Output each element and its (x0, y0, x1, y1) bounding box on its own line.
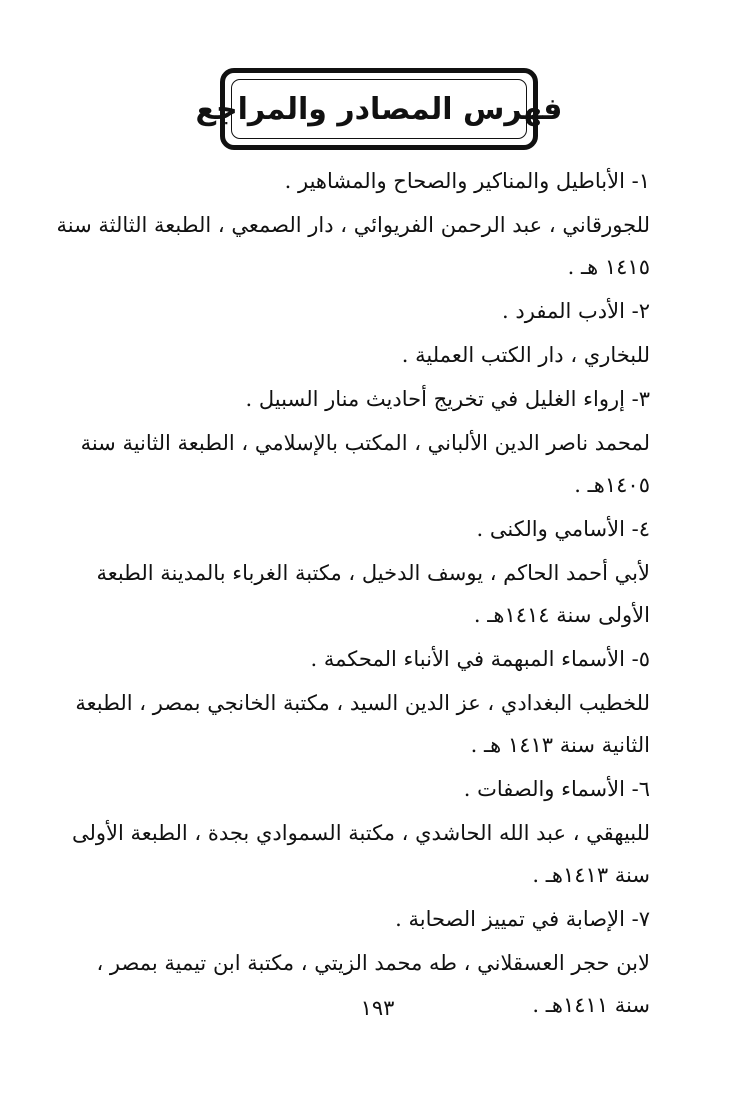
reference-entry-3 (80, 378, 650, 506)
entry-detail-line: للبخاري ، دار الكتب العملية . (401, 343, 650, 367)
entry-heading: ٧- الإصابة في تمييز الصحابة . (395, 907, 650, 931)
reference-entry-4 (96, 508, 650, 636)
reference-entry-6 (72, 768, 650, 896)
page-number: ١٩٣ (360, 996, 395, 1020)
reference-entry-1 (56, 160, 650, 288)
entry-detail-line: ١٤٠٥هـ . (574, 473, 650, 497)
entry-heading: ٥- الأسماء المبهمة في الأنباء المحكمة . (310, 647, 650, 671)
entry-heading: ٢- الأدب المفرد . (502, 299, 650, 323)
entry-detail-line: الأولى سنة ١٤١٤هـ . (473, 603, 650, 627)
entry-detail-line: ١٤١٥ هـ . (567, 255, 650, 279)
entry-detail-line: لأبي أحمد الحاكم ، يوسف الدخيل ، مكتبة الغرباء بالمدينة الطبعة (96, 561, 650, 585)
title-inner-frame (195, 79, 563, 139)
entry-heading: ٤- الأسامي والكنى . (476, 517, 650, 541)
entry-details (56, 202, 650, 288)
entry-heading: ١- الأباطيل والمناكير والصحاح والمشاهير . (284, 169, 650, 193)
entry-detail-line: للخطيب البغدادي ، عز الدين السيد ، مكتبة الخانجي بمصر ، الطبعة (75, 691, 650, 715)
entry-detail-line: لمحمد ناصر الدين الألباني ، المكتب بالإسلامي ، الطبعة الثانية سنة (80, 431, 650, 455)
reference-entry-2 (100, 290, 650, 376)
page-title: فهرس المصادر والمراجع (195, 91, 563, 127)
entry-detail-line: للبيهقي ، عبد الله الحاشدي ، مكتبة السموادي بجدة ، الطبعة الأولى (72, 821, 650, 845)
entry-detail-line: لابن حجر العسقلاني ، طه محمد الزيتي ، مكتبة ابن تيمية بمصر ، (96, 951, 650, 975)
reference-entry-5 (75, 638, 650, 766)
entry-details (72, 810, 650, 896)
entry-detail-line: الثانية سنة ١٤١٣ هـ . (470, 733, 650, 757)
entry-detail-line: سنة ١٤١٣هـ . (532, 863, 650, 887)
entry-heading: ٣- إرواء الغليل في تخريج أحاديث منار السبيل . (245, 387, 650, 411)
entry-detail-line: سنة ١٤١١هـ . (532, 993, 650, 1017)
entry-details (96, 550, 650, 636)
entry-heading: ٦- الأسماء والصفات . (463, 777, 650, 801)
entry-detail-line: للجورقاني ، عبد الرحمن الفريوائي ، دار الصمعي ، الطبعة الثالثة سنة (56, 213, 650, 237)
title-frame (195, 68, 563, 150)
entry-details (100, 332, 650, 376)
entry-details (80, 420, 650, 506)
references-list (56, 160, 650, 1028)
entry-details (75, 680, 650, 766)
